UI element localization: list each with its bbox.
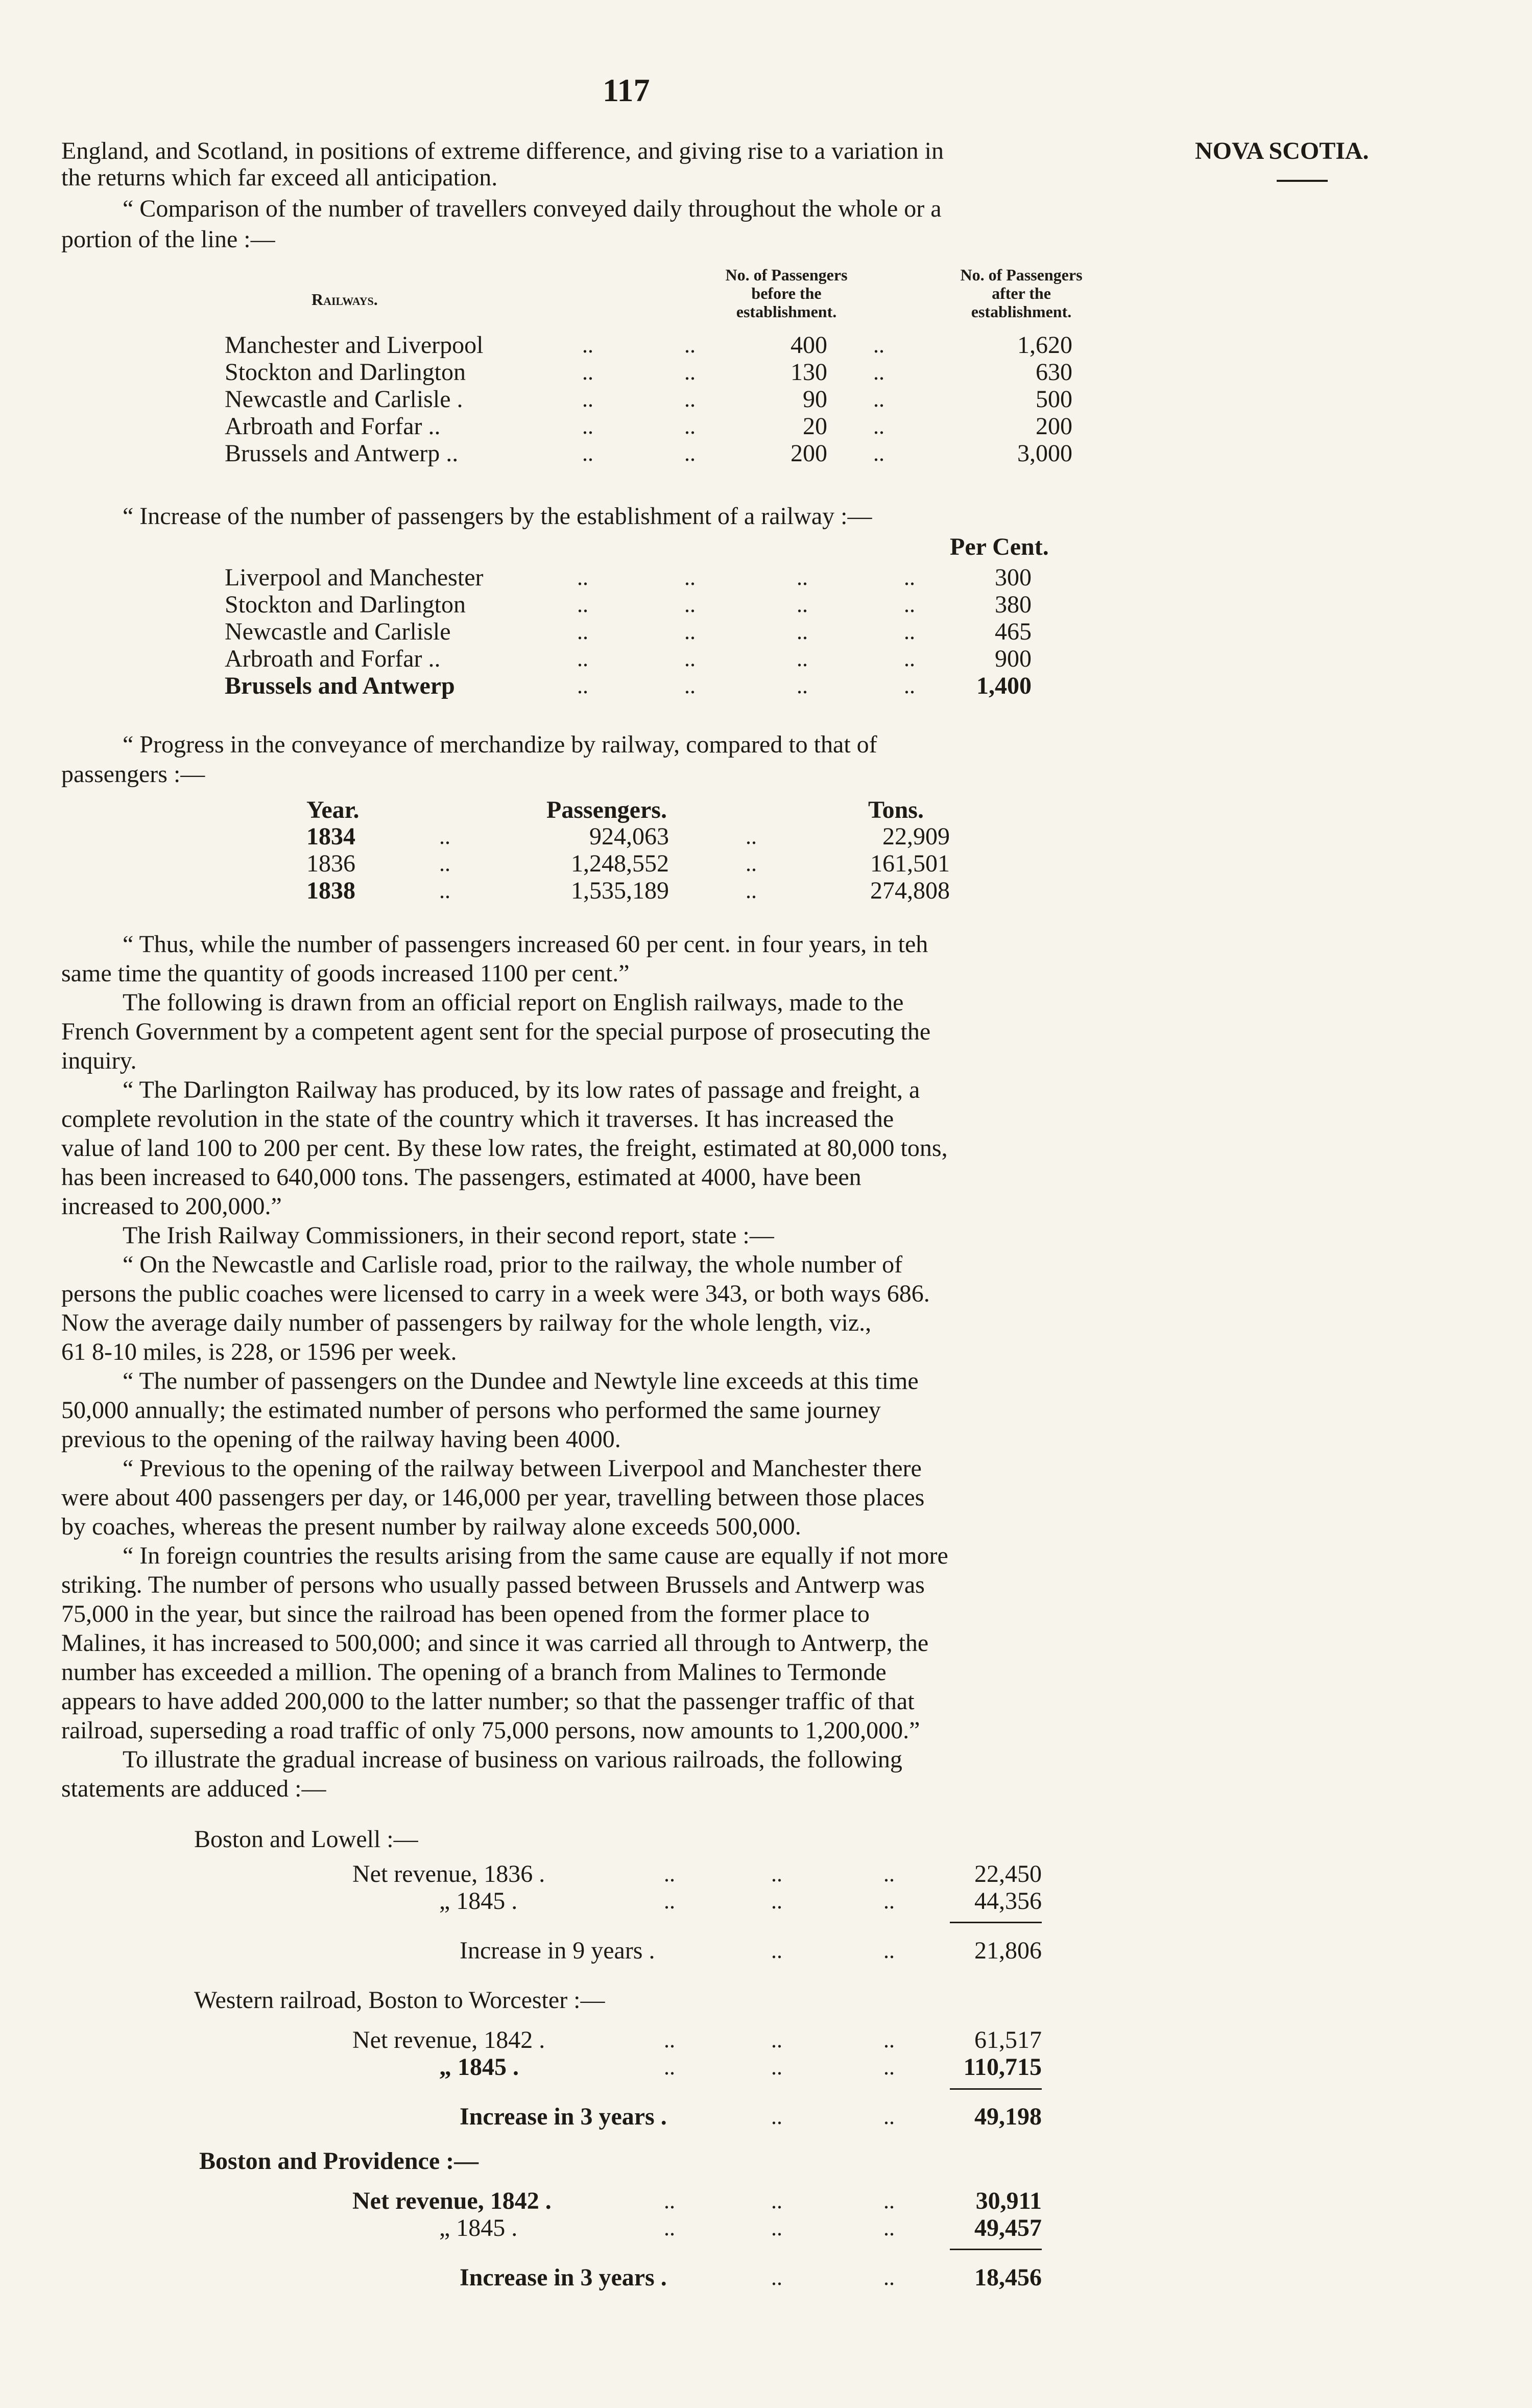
revenue-line1-label: Net revenue, 1836 . bbox=[352, 1860, 545, 1887]
table1-row-dots: .. bbox=[582, 414, 593, 439]
table2-row-dots: .. bbox=[904, 592, 915, 617]
revenue-dots: .. bbox=[664, 2215, 675, 2240]
body-line: same time the quantity of goods increased 1100 per cent.” bbox=[61, 960, 630, 987]
revenue-line2-label: „ 1845 . bbox=[439, 2214, 518, 2241]
table2-row-dots: .. bbox=[577, 565, 588, 590]
intro-line-4: portion of the line :— bbox=[61, 226, 275, 253]
revenue-line2-label: „ 1845 . bbox=[439, 1887, 518, 1915]
revenue-dots: .. bbox=[771, 2027, 782, 2052]
table2-row-dots: .. bbox=[577, 646, 588, 671]
sum-rule bbox=[950, 2088, 1042, 2090]
table2-header-percent: Per Cent. bbox=[950, 533, 1049, 560]
table1-row-after: 1,620 bbox=[1017, 332, 1072, 359]
body-line: 50,000 annually; the estimated number of persons who performed the same journey bbox=[61, 1397, 881, 1424]
table3-row-dots: .. bbox=[439, 878, 450, 903]
body-line: previous to the opening of the railway having been 4000. bbox=[61, 1426, 621, 1453]
table1-row-dots: .. bbox=[582, 441, 593, 466]
revenue-dots: .. bbox=[883, 2215, 895, 2240]
table2-row-dots: .. bbox=[684, 592, 696, 617]
table1-row-dots: .. bbox=[873, 387, 884, 412]
revenue-dots: .. bbox=[664, 2188, 675, 2213]
table2-row-dots: .. bbox=[797, 646, 808, 671]
table1-row-name: Newcastle and Carlisle . bbox=[225, 386, 463, 413]
revenue-increase-value: 21,806 bbox=[974, 1937, 1042, 1964]
page-number: 117 bbox=[603, 72, 650, 108]
table2-row-dots: .. bbox=[684, 646, 696, 671]
body-line: 75,000 in the year, but since the railroad has been opened from the former place to bbox=[61, 1600, 870, 1627]
revenue-increase-label: Increase in 3 years . bbox=[460, 2103, 667, 2130]
table3-intro-1: “ Progress in the conveyance of merchandize by railway, compared to that of bbox=[123, 731, 877, 758]
revenue-increase-value: 49,198 bbox=[974, 2103, 1042, 2130]
body-line: “ Previous to the opening of the railway between Liverpool and Manchester there bbox=[123, 1455, 922, 1482]
table3-row-year: 1834 bbox=[306, 823, 355, 850]
table3-row-dots: .. bbox=[439, 851, 450, 876]
revenue-dots: .. bbox=[664, 1861, 675, 1886]
body-line: striking. The number of persons who usually passed between Brussels and Antwerp was bbox=[61, 1571, 925, 1598]
body-line: “ The Darlington Railway has produced, by its low rates of passage and freight, a bbox=[123, 1076, 920, 1103]
table2-row-name: Stockton and Darlington bbox=[225, 591, 466, 618]
body-line: “ On the Newcastle and Carlisle road, prior to the railway, the whole number of bbox=[123, 1251, 903, 1278]
revenue-line1-label: Net revenue, 1842 . bbox=[352, 2187, 552, 2214]
table2-row-dots: .. bbox=[797, 619, 808, 644]
revenue-increase-label: Increase in 3 years . bbox=[460, 2264, 667, 2291]
table1-row-after: 3,000 bbox=[1017, 440, 1072, 467]
table3-row-passengers: 924,063 bbox=[589, 823, 669, 850]
revenue-line1-value: 30,911 bbox=[975, 2187, 1042, 2214]
table1-row-after: 500 bbox=[1036, 386, 1072, 413]
table1-header-after: No. of Passengers after the establishment. bbox=[960, 266, 1083, 321]
table1-row-after: 200 bbox=[1036, 413, 1072, 440]
revenue-dots: .. bbox=[664, 2055, 675, 2080]
revenue-dots: .. bbox=[883, 1938, 895, 1963]
revenue-heading: Boston and Providence :— bbox=[199, 2147, 479, 2175]
body-line: inquiry. bbox=[61, 1047, 137, 1074]
table3-header-year: Year. bbox=[306, 796, 360, 823]
table1-row-dots: .. bbox=[684, 441, 696, 466]
revenue-dots: .. bbox=[771, 1861, 782, 1886]
revenue-dots: .. bbox=[771, 2265, 782, 2290]
revenue-dots: .. bbox=[883, 2188, 895, 2213]
body-line: statements are adduced :— bbox=[61, 1775, 326, 1802]
table1-row-dots: .. bbox=[873, 441, 884, 466]
table3-row-dots: .. bbox=[746, 851, 757, 876]
table2-row-dots: .. bbox=[577, 673, 588, 698]
table1-row-name: Stockton and Darlington bbox=[225, 359, 466, 386]
table2-row-dots: .. bbox=[684, 619, 696, 644]
table2-row-name: Liverpool and Manchester bbox=[225, 564, 484, 591]
revenue-line1-value: 22,450 bbox=[974, 1860, 1042, 1887]
table2-row-dots: .. bbox=[797, 592, 808, 617]
body-line: appears to have added 200,000 to the latter number; so that the passenger traffic of that bbox=[61, 1688, 915, 1715]
sum-rule bbox=[950, 2249, 1042, 2250]
table1-row-dots: .. bbox=[582, 360, 593, 385]
table2-row-value: 380 bbox=[995, 591, 1032, 618]
margin-rule bbox=[1277, 180, 1328, 182]
table2-row-dots: .. bbox=[797, 673, 808, 698]
table2-intro: “ Increase of the number of passengers by the establishment of a railway :— bbox=[123, 503, 872, 530]
body-line: “ The number of passengers on the Dundee and Newtyle line exceeds at this time bbox=[123, 1367, 919, 1395]
table3-row-tons: 274,808 bbox=[870, 877, 950, 904]
table2-row-dots: .. bbox=[904, 673, 915, 698]
revenue-dots: .. bbox=[883, 2055, 895, 2080]
table1-row-dots: .. bbox=[873, 333, 884, 358]
margin-note-nova-scotia: NOVA SCOTIA. bbox=[1195, 137, 1369, 164]
table2-row-value: 465 bbox=[995, 618, 1032, 645]
table3-header-passengers: Passengers. bbox=[546, 796, 667, 823]
table1-row-name: Manchester and Liverpool bbox=[225, 332, 484, 359]
table2-row-dots: .. bbox=[904, 619, 915, 644]
sum-rule bbox=[950, 1922, 1042, 1923]
table2-row-dots: .. bbox=[904, 646, 915, 671]
body-line: were about 400 passengers per day, or 146,000 per year, travelling between those places bbox=[61, 1484, 925, 1511]
table1-row-dots: .. bbox=[873, 360, 884, 385]
table3-row-tons: 22,909 bbox=[882, 823, 950, 850]
revenue-dots: .. bbox=[771, 1938, 782, 1963]
revenue-heading: Western railroad, Boston to Worcester :— bbox=[194, 1987, 605, 2014]
table1-header-railways: Railways. bbox=[312, 290, 378, 309]
revenue-increase-label: Increase in 9 years . bbox=[460, 1937, 655, 1964]
intro-line-1: England, and Scotland, in positions of extreme difference, and giving rise to a variation in bbox=[61, 137, 944, 164]
body-line: value of land 100 to 200 per cent. By these low rates, the freight, estimated at 80,000 tons, bbox=[61, 1135, 948, 1162]
revenue-line2-value: 44,356 bbox=[974, 1887, 1042, 1915]
table3-row-passengers: 1,248,552 bbox=[571, 850, 669, 877]
table1-header-before: No. of Passengers before the establishment. bbox=[725, 266, 848, 321]
table1-row-dots: .. bbox=[582, 333, 593, 358]
revenue-line2-label: „ 1845 . bbox=[439, 2053, 519, 2081]
table3-intro-2: passengers :— bbox=[61, 761, 205, 788]
body-line: “ Thus, while the number of passengers increased 60 per cent. in four years, in teh bbox=[123, 931, 928, 958]
table2-row-dots: .. bbox=[684, 565, 696, 590]
body-line: The following is drawn from an official report on English railways, made to the bbox=[123, 989, 904, 1016]
body-line: 61 8-10 miles, is 228, or 1596 per week. bbox=[61, 1338, 457, 1365]
table3-row-dots: .. bbox=[746, 878, 757, 903]
table2-row-dots: .. bbox=[577, 619, 588, 644]
table1-row-before: 90 bbox=[803, 386, 827, 413]
revenue-dots: .. bbox=[664, 2027, 675, 2052]
table3-row-tons: 161,501 bbox=[870, 850, 950, 877]
revenue-line2-value: 110,715 bbox=[963, 2053, 1042, 2081]
revenue-dots: .. bbox=[664, 1888, 675, 1914]
table3-row-dots: .. bbox=[746, 824, 757, 849]
table1-row-name: Arbroath and Forfar .. bbox=[225, 413, 441, 440]
table3-row-passengers: 1,535,189 bbox=[571, 877, 669, 904]
body-line: To illustrate the gradual increase of business on various railroads, the following bbox=[123, 1746, 902, 1773]
table3-row-year: 1836 bbox=[306, 850, 355, 877]
body-line: complete revolution in the state of the country which it traverses. It has increased the bbox=[61, 1105, 894, 1132]
table1-row-dots: .. bbox=[684, 414, 696, 439]
table1-row-before: 130 bbox=[791, 359, 827, 386]
table1-row-dots: .. bbox=[684, 387, 696, 412]
body-line: Malines, it has increased to 500,000; and since it was carried all through to Antwerp, the bbox=[61, 1630, 929, 1657]
body-line: persons the public coaches were licensed to carry in a week were 343, or both ways 686. bbox=[61, 1280, 930, 1307]
body-line: has been increased to 640,000 tons. The passengers, estimated at 4000, have been bbox=[61, 1164, 861, 1191]
table1-row-name: Brussels and Antwerp .. bbox=[225, 440, 459, 467]
table2-row-value: 1,400 bbox=[976, 672, 1032, 699]
body-line: by coaches, whereas the present number by railway alone exceeds 500,000. bbox=[61, 1513, 801, 1540]
body-line: The Irish Railway Commissioners, in their second report, state :— bbox=[123, 1222, 774, 1249]
intro-line-3: “ Comparison of the number of travellers conveyed daily throughout the whole or a bbox=[123, 195, 942, 222]
revenue-line2-value: 49,457 bbox=[974, 2214, 1042, 2241]
body-line: railroad, superseding a road traffic of only 75,000 persons, now amounts to 1,200,000.” bbox=[61, 1717, 920, 1744]
table1-row-before: 200 bbox=[791, 440, 827, 467]
table2-row-dots: .. bbox=[797, 565, 808, 590]
body-line: number has exceeded a million. The opening of a branch from Malines to Termonde bbox=[61, 1659, 887, 1686]
revenue-line1-label: Net revenue, 1842 . bbox=[352, 2026, 545, 2053]
table3-row-year: 1838 bbox=[306, 877, 355, 904]
table3-row-dots: .. bbox=[439, 824, 450, 849]
revenue-dots: .. bbox=[883, 1888, 895, 1914]
revenue-dots: .. bbox=[771, 2215, 782, 2240]
table2-row-dots: .. bbox=[684, 673, 696, 698]
table2-row-value: 300 bbox=[995, 564, 1032, 591]
revenue-heading: Boston and Lowell :— bbox=[194, 1826, 418, 1853]
table3-header-tons: Tons. bbox=[868, 796, 924, 823]
revenue-line1-value: 61,517 bbox=[974, 2026, 1042, 2053]
revenue-dots: .. bbox=[883, 2104, 895, 2129]
revenue-dots: .. bbox=[771, 2055, 782, 2080]
table2-row-name: Newcastle and Carlisle bbox=[225, 618, 451, 645]
body-line: Now the average daily number of passengers by railway for the whole length, viz., bbox=[61, 1309, 872, 1336]
table2-row-value: 900 bbox=[995, 645, 1032, 672]
table2-row-dots: .. bbox=[904, 565, 915, 590]
body-line: French Government by a competent agent sent for the special purpose of prosecuting the bbox=[61, 1018, 931, 1045]
table2-row-name: Arbroath and Forfar .. bbox=[225, 645, 441, 672]
intro-line-2: the returns which far exceed all anticipation. bbox=[61, 164, 498, 191]
table1-row-before: 20 bbox=[803, 413, 827, 440]
table2-row-name: Brussels and Antwerp bbox=[225, 672, 455, 699]
revenue-dots: .. bbox=[771, 1888, 782, 1914]
table1-row-dots: .. bbox=[684, 333, 696, 358]
table2-row-dots: .. bbox=[577, 592, 588, 617]
revenue-dots: .. bbox=[883, 2027, 895, 2052]
table1-row-dots: .. bbox=[684, 360, 696, 385]
table1-row-dots: .. bbox=[873, 414, 884, 439]
revenue-dots: .. bbox=[883, 2265, 895, 2290]
table1-row-before: 400 bbox=[791, 332, 827, 359]
revenue-dots: .. bbox=[771, 2104, 782, 2129]
revenue-dots: .. bbox=[883, 1861, 895, 1886]
table1-row-dots: .. bbox=[582, 387, 593, 412]
body-line: increased to 200,000.” bbox=[61, 1193, 282, 1220]
revenue-increase-value: 18,456 bbox=[974, 2264, 1042, 2291]
revenue-dots: .. bbox=[771, 2188, 782, 2213]
body-line: “ In foreign countries the results arising from the same cause are equally if not more bbox=[123, 1542, 948, 1569]
table1-row-after: 630 bbox=[1036, 359, 1072, 386]
